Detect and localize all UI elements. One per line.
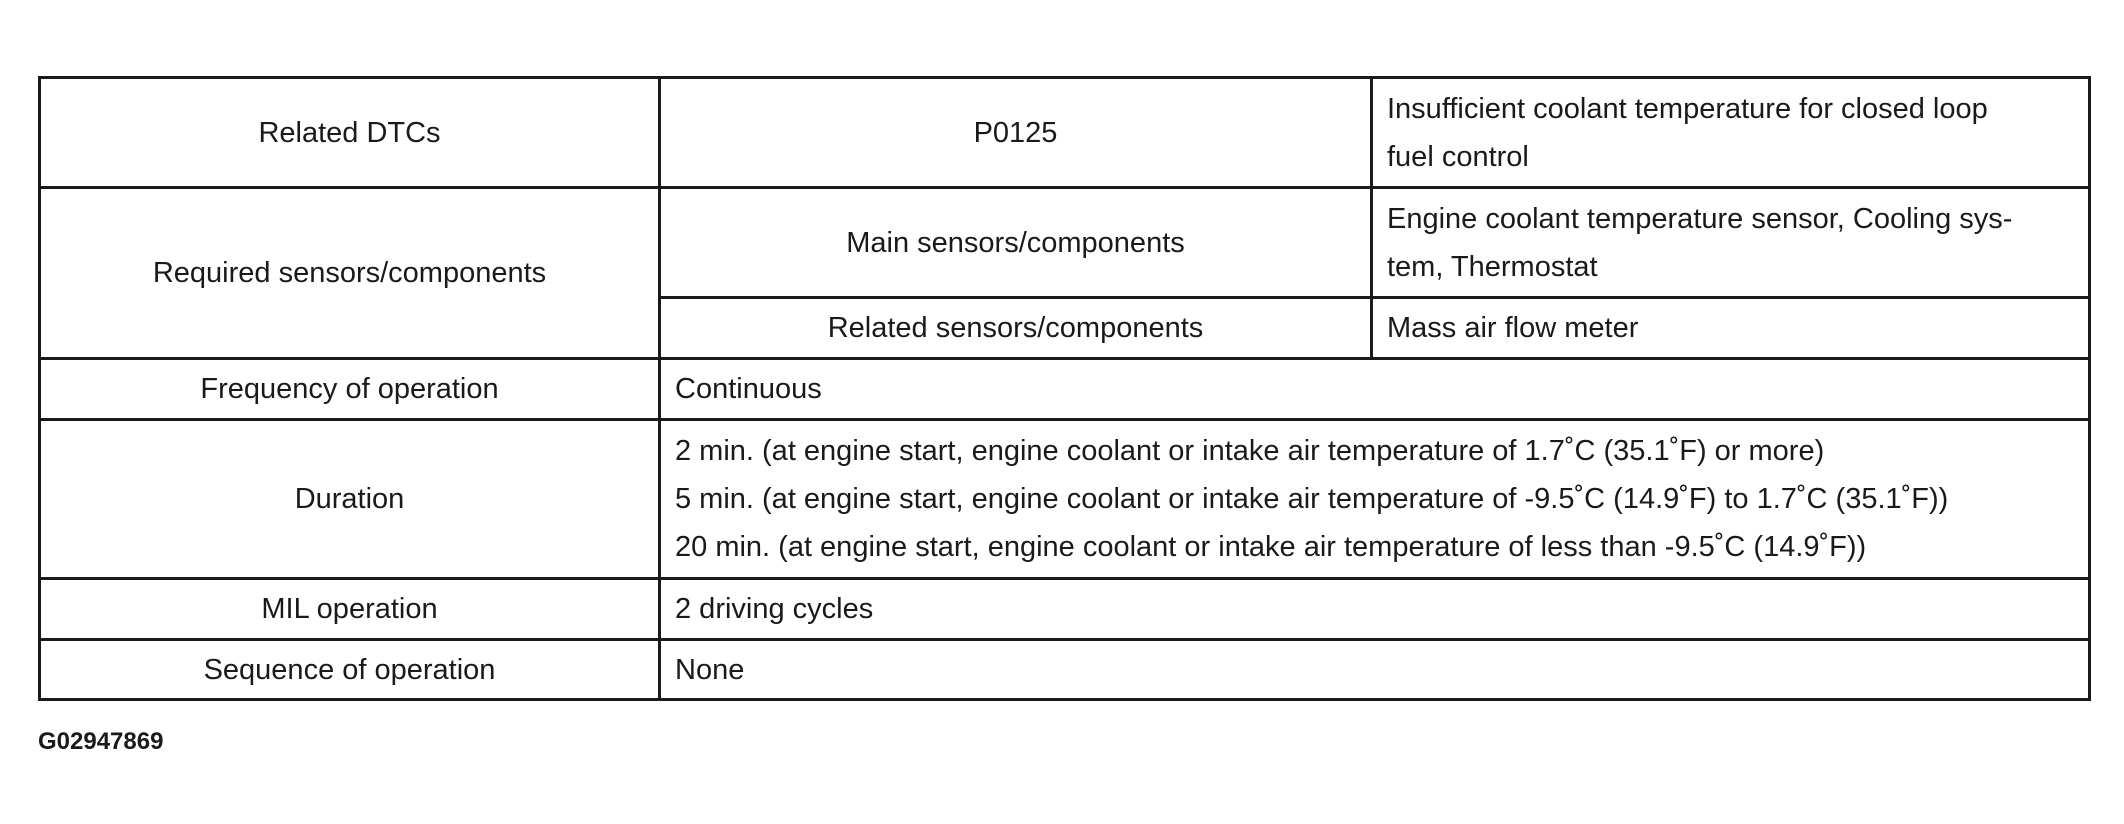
dtc-code: P0125 [660, 78, 1372, 188]
row-duration [40, 420, 2090, 579]
related-sensors-label: Related sensors/components [660, 298, 1372, 359]
mil-label: MIL operation [40, 579, 660, 640]
frequency-value: Continuous [660, 359, 2090, 420]
main-sensors-label: Main sensors/components [660, 188, 1372, 298]
row-mil [40, 579, 2090, 640]
row-frequency [40, 359, 2090, 420]
row-sequence [40, 640, 2090, 700]
related-dtcs-label: Related DTCs [40, 78, 660, 188]
main-sensors-value [1372, 188, 2090, 298]
figure-id: G02947869 [38, 728, 164, 755]
dtc-description-line-1: Insufficient coolant temperature for closed loop [1387, 92, 1988, 125]
duration-line-3: 20 min. (at engine start, engine coolant or intake air temperature of less than -9.5˚C (14.9˚F)) [675, 531, 1867, 563]
dtc-description-line-2: fuel control [1387, 140, 1529, 173]
frequency-label: Frequency of operation [40, 359, 660, 420]
required-sensors-label: Required sensors/components [40, 188, 660, 359]
dtc-spec-table [38, 76, 2091, 701]
mil-value: 2 driving cycles [660, 579, 2090, 640]
related-sensors-value: Mass air flow meter [1372, 298, 2090, 359]
dtc-description [1372, 78, 2090, 188]
duration-line-1: 2 min. (at engine start, engine coolant or intake air temperature of 1.7˚C (35.1˚F) or more) [675, 435, 1825, 467]
duration-value [660, 420, 2090, 579]
main-sensors-value-line-2: tem, Thermostat [1387, 250, 1598, 283]
duration-label: Duration [40, 420, 660, 579]
main-sensors-value-line-1: Engine coolant temperature sensor, Cooling sys- [1387, 202, 2013, 235]
sequence-label: Sequence of operation [40, 640, 660, 700]
row-related-dtcs [40, 78, 2090, 188]
row-main-sensors [40, 188, 2090, 298]
duration-line-2: 5 min. (at engine start, engine coolant or intake air temperature of -9.5˚C (14.9˚F) to 1.7˚C (35.1˚F)) [675, 483, 1949, 515]
sequence-value: None [660, 640, 2090, 700]
